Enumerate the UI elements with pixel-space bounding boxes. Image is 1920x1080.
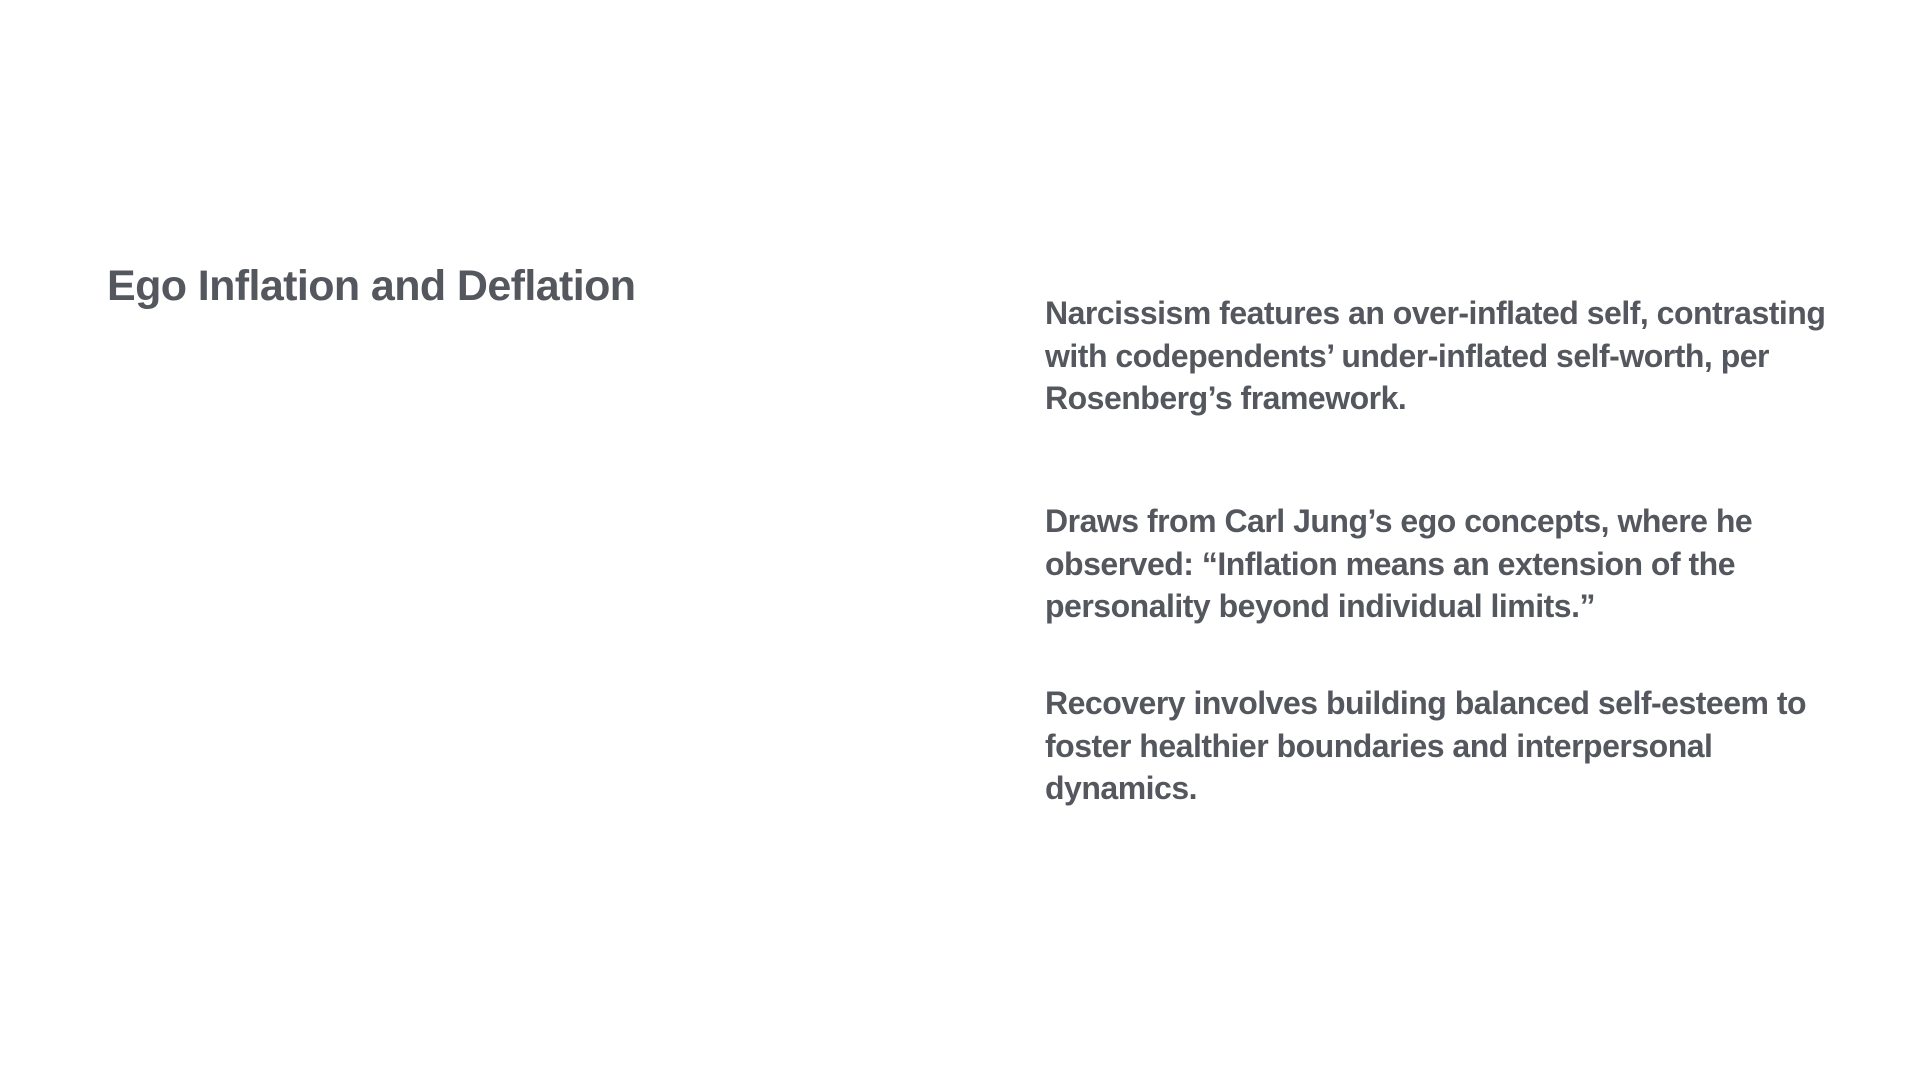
- paragraph-recovery: Recovery involves building balanced self-esteem to foster healthier boundaries and interpersonal dynamics.: [1045, 685, 1807, 806]
- paragraph-jung-quote: Draws from Carl Jung’s ego concepts, where he observed: “Inflation means an extension of the personality beyond individual limits.”: [1045, 503, 1753, 624]
- slide-title: Ego Inflation and Deflation: [107, 262, 636, 310]
- paragraph-narcissism: Narcissism features an over-inflated self, contrasting with codependents’ under-inflated self-worth, per Rosenberg’s framework.: [1045, 295, 1826, 416]
